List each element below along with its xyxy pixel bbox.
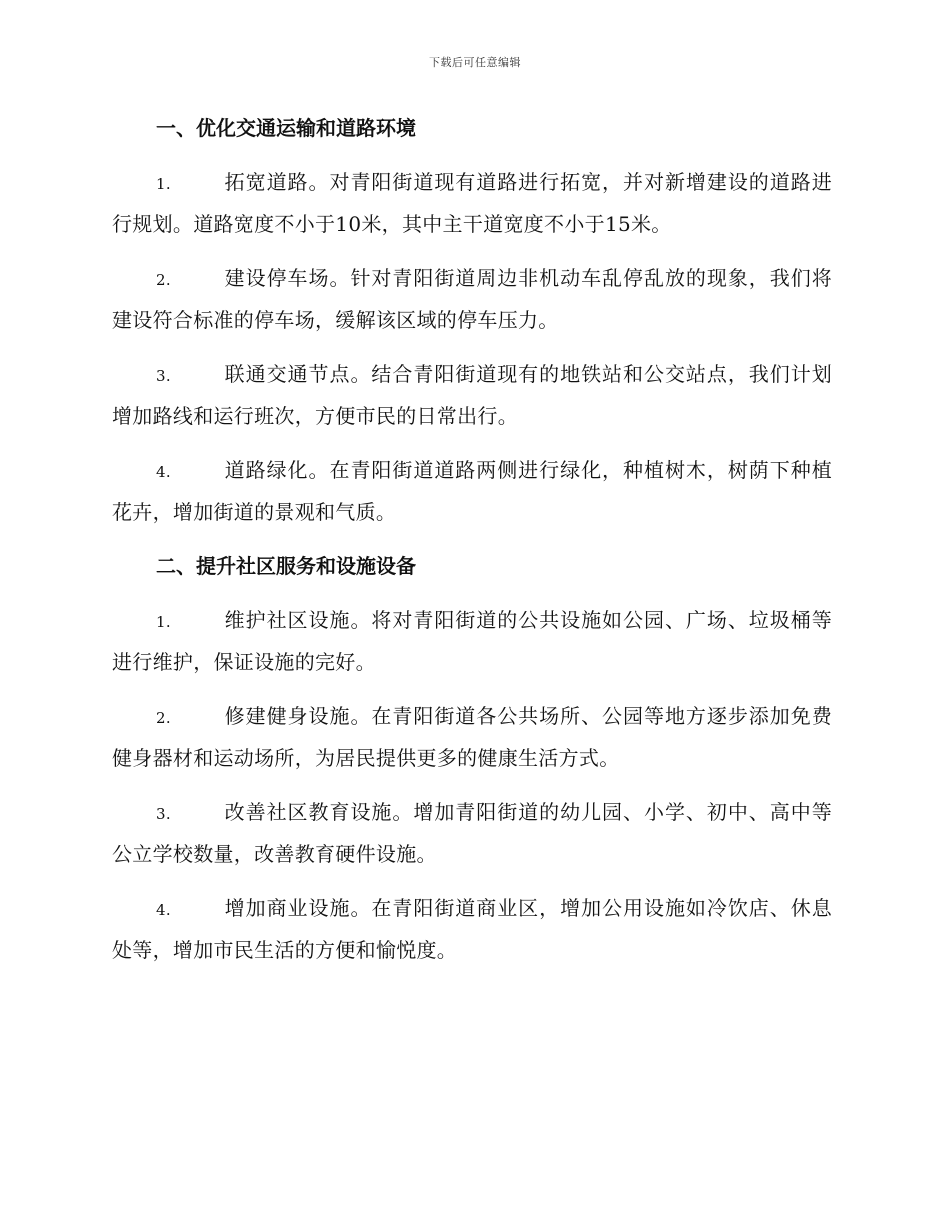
item-number: 1.	[156, 175, 171, 193]
list-item	[112, 162, 832, 244]
list-item	[112, 450, 832, 532]
header-note: 下载后可任意编辑	[429, 56, 521, 69]
list-item	[112, 258, 832, 340]
document-body	[112, 108, 832, 970]
list-item	[112, 600, 832, 682]
item-text: 维护社区设施。将对青阳街道的公共设施如公园、广场、垃圾桶等进行维护，保证设施的完好。	[112, 608, 832, 674]
item-number: 4.	[156, 463, 171, 481]
list-item	[112, 696, 832, 778]
item-text: 道路绿化。在青阳街道道路两侧进行绿化，种植树木，树荫下种植花卉，增加街道的景观和气质。	[112, 458, 832, 524]
item-text: 修建健身设施。在青阳街道各公共场所、公园等地方逐步添加免费健身器材和运动场所，为居民提供更多的健康生活方式。	[112, 704, 832, 770]
item-text: 改善社区教育设施。增加青阳街道的幼儿园、小学、初中、高中等公立学校数量，改善教育硬件设施。	[112, 800, 832, 866]
section-heading: 一、优化交通运输和道路环境	[156, 116, 416, 140]
section-heading: 二、提升社区服务和设施设备	[156, 554, 416, 578]
list-item	[112, 354, 832, 436]
item-number: 3.	[156, 367, 171, 385]
item-number: 3.	[156, 805, 171, 823]
list-item	[112, 792, 832, 874]
item-text: 建设停车场。针对青阳街道周边非机动车乱停乱放的现象，我们将建设符合标准的停车场，缓解该区域的停车压力。	[112, 266, 832, 332]
item-number: 2.	[156, 271, 171, 289]
list-item	[112, 888, 832, 970]
item-number: 4.	[156, 901, 171, 919]
item-text: 拓宽道路。对青阳街道现有道路进行拓宽，并对新增建设的道路进行规划。道路宽度不小于10米，其中主干道宽度不小于15米。	[112, 170, 832, 236]
item-number: 2.	[156, 709, 171, 727]
item-text: 增加商业设施。在青阳街道商业区，增加公用设施如冷饮店、休息处等，增加市民生活的方便和愉悦度。	[112, 896, 832, 962]
item-number: 1.	[156, 613, 171, 631]
item-text: 联通交通节点。结合青阳街道现有的地铁站和公交站点，我们计划增加路线和运行班次，方便市民的日常出行。	[112, 362, 832, 428]
